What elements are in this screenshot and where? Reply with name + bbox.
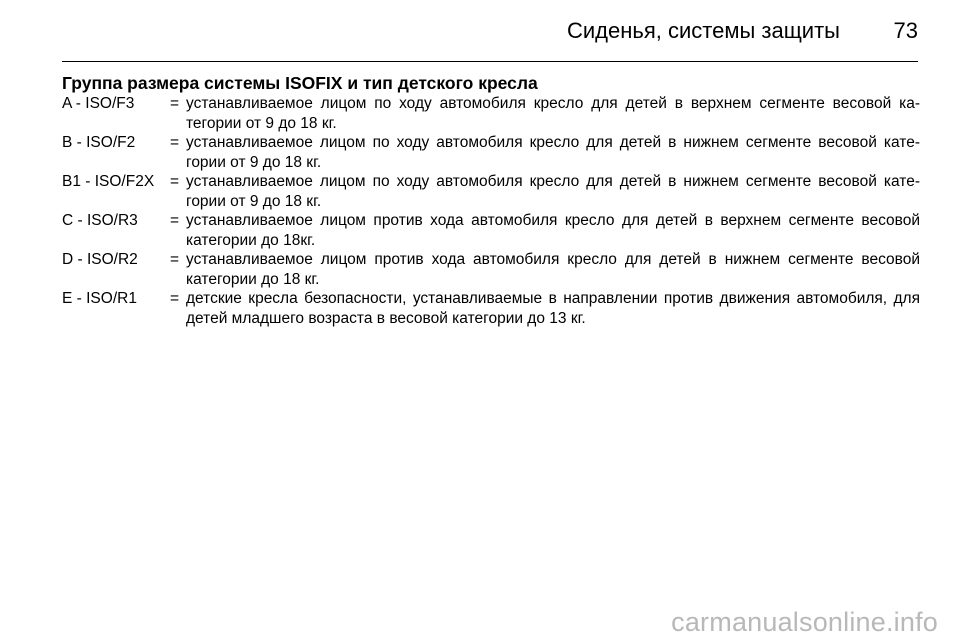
definition-row [62, 250, 920, 289]
definition-separator: = [170, 134, 180, 151]
definition-row [62, 133, 920, 172]
definition-description: устанавливаемое лицом по ходу автомобиля кресло для детей в нижнем сегменте весовой кате-гории от 9 до 18 кг. [186, 173, 920, 210]
definition-row [62, 94, 920, 133]
definition-row [62, 172, 920, 211]
definition-separator: = [170, 95, 180, 112]
definition-term: B - ISO/F2 [62, 134, 136, 151]
definition-row [62, 211, 920, 250]
definition-term: B1 - ISO/F2X [62, 173, 155, 190]
definition-description: устанавливаемое лицом против хода автомобиля кресло для детей в верхнем сегменте весовой категории до 18кг. [186, 212, 920, 249]
page-content [62, 72, 920, 328]
definition-separator: = [170, 173, 180, 190]
isofix-definition-list [62, 94, 920, 328]
definition-term: C - ISO/R3 [62, 212, 138, 229]
definition-separator: = [170, 212, 180, 229]
definition-description: детские кресла безопасности, устанавливаемые в направлении против движения автомобиля, для детей младшего возраста в весовой категории до 13 кг. [186, 290, 920, 327]
definition-description: устанавливаемое лицом против хода автомобиля кресло для детей в нижнем сегменте весовой категории до 18 кг. [186, 251, 920, 288]
site-watermark[interactable]: carmanualsonline.info [671, 607, 938, 637]
definition-separator: = [170, 290, 180, 307]
definition-term: D - ISO/R2 [62, 251, 138, 268]
definition-term: E - ISO/R1 [62, 290, 137, 307]
section-title: Группа размера системы ISOFIX и тип детского кресла [62, 73, 538, 93]
page-header-title: Сиденья, системы защиты [566, 18, 840, 43]
definition-term: A - ISO/F3 [62, 95, 135, 112]
definition-row [62, 289, 920, 328]
definition-description: устанавливаемое лицом по ходу автомобиля кресло для детей в верхнем сегменте весовой ка-тегории от 9 до 18 кг. [186, 95, 920, 132]
definition-description: устанавливаемое лицом по ходу автомобиля кресло для детей в нижнем сегменте весовой кате-гории от 9 до 18 кг. [186, 134, 920, 171]
page-number: 73 [893, 18, 918, 43]
header-divider [62, 61, 918, 62]
definition-separator: = [170, 251, 180, 268]
